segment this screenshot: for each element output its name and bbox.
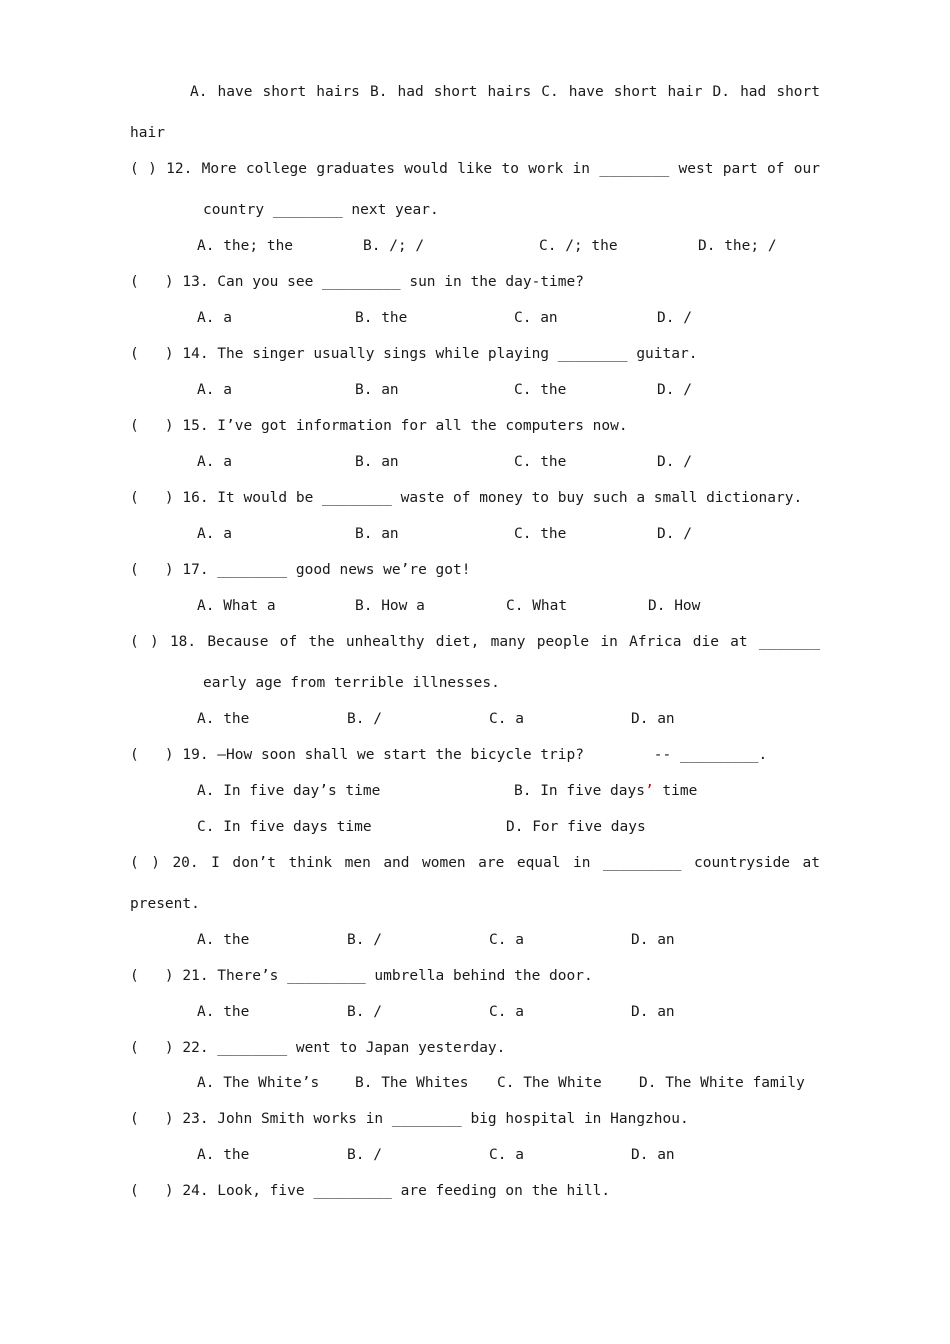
q12-options — [197, 236, 820, 256]
q23-options — [197, 1145, 820, 1165]
q20-option-c[interactable]: C. a — [489, 932, 524, 948]
q17-option-b[interactable]: B. How a — [355, 598, 425, 614]
q22-stem: ( ) 22. ________ went to Japan yesterday. — [130, 1040, 506, 1056]
q21-option-a[interactable]: A. the — [197, 1004, 250, 1020]
q17-options — [197, 596, 820, 616]
q19-option-d[interactable]: D. For five days — [506, 819, 646, 835]
q12-option-c[interactable]: C. /; the — [539, 238, 618, 254]
q16-option-d[interactable]: D. / — [657, 526, 692, 542]
q16-options — [197, 524, 820, 544]
q16-option-a[interactable]: A. a — [197, 526, 232, 542]
q19-stem: ( ) 19. –How soon shall we start the bicycle trip? -- _________. — [130, 747, 768, 763]
q15-options — [197, 452, 820, 472]
q16-option-b[interactable]: B. an — [355, 526, 399, 542]
q18-stem-line2: early age from terrible illnesses. — [203, 675, 500, 691]
q18-option-c[interactable]: C. a — [489, 711, 524, 727]
q17-option-a[interactable]: A. What a — [197, 598, 276, 614]
q13-option-d[interactable]: D. / — [657, 310, 692, 326]
q13-option-c[interactable]: C. an — [514, 310, 558, 326]
q14-option-b[interactable]: B. an — [355, 382, 399, 398]
q12-option-a[interactable]: A. the; the — [197, 238, 294, 254]
q19-option-b-suffix: time — [653, 783, 698, 799]
q19-option-b[interactable] — [514, 781, 697, 801]
q19-option-b-apostrophe: ’ — [644, 783, 654, 799]
q14-options — [197, 380, 820, 400]
q23-stem: ( ) 23. John Smith works in ________ big hospital in Hangzhou. — [130, 1111, 689, 1127]
q15-stem: ( ) 15. I’ve got information for all the computers now. — [130, 418, 628, 434]
q22-option-d[interactable]: D. The White family — [639, 1075, 805, 1091]
q12-stem-line1: ( ) 12. More college graduates would like to work in ________ west part of our — [130, 161, 820, 177]
q24-stem: ( ) 24. Look, five _________ are feeding on the hill. — [130, 1183, 611, 1199]
q20-stem-line2: present. — [130, 896, 200, 912]
q11-options-line: A. have short hairs B. had short hairs C. have short hair D. had short — [190, 84, 820, 100]
q23-option-d[interactable]: D. an — [631, 1147, 675, 1163]
q21-option-c[interactable]: C. a — [489, 1004, 524, 1020]
q19-options-row2 — [197, 817, 820, 837]
q18-option-d[interactable]: D. an — [631, 711, 675, 727]
q11-continuation: hair — [130, 125, 165, 141]
q18-option-a[interactable]: A. the — [197, 711, 250, 727]
q22-option-a[interactable]: A. The White’s — [197, 1075, 320, 1091]
q16-option-c[interactable]: C. the — [514, 526, 567, 542]
q20-option-b[interactable]: B. / — [347, 932, 382, 948]
q17-option-c[interactable]: C. What — [506, 598, 568, 614]
q12-option-b[interactable]: B. /; / — [363, 238, 425, 254]
q18-options — [197, 709, 820, 729]
q14-option-d[interactable]: D. / — [657, 382, 692, 398]
q20-stem-line1: ( ) 20. I don’t think men and women are equal in _________ countryside at — [130, 855, 820, 871]
q13-stem: ( ) 13. Can you see _________ sun in the day-time? — [130, 274, 584, 290]
q19-options-row1 — [197, 781, 820, 801]
q15-option-b[interactable]: B. an — [355, 454, 399, 470]
q17-stem: ( ) 17. ________ good news we’re got! — [130, 562, 471, 578]
q13-options — [197, 308, 820, 328]
q20-options — [197, 930, 820, 950]
q22-option-b[interactable]: B. The Whites — [355, 1075, 469, 1091]
q22-option-c[interactable]: C. The White — [497, 1075, 602, 1091]
q18-stem-line1: ( ) 18. Because of the unhealthy diet, many people in Africa die at _______ — [130, 634, 820, 650]
q15-option-d[interactable]: D. / — [657, 454, 692, 470]
q13-option-a[interactable]: A. a — [197, 310, 232, 326]
q19-option-b-text: B. In five days — [514, 783, 645, 799]
q15-option-c[interactable]: C. the — [514, 454, 567, 470]
q20-option-d[interactable]: D. an — [631, 932, 675, 948]
q21-option-b[interactable]: B. / — [347, 1004, 382, 1020]
q19-option-c[interactable]: C. In five days time — [197, 819, 372, 835]
q15-option-a[interactable]: A. a — [197, 454, 232, 470]
q12-stem-line2: country ________ next year. — [203, 202, 439, 218]
q21-option-d[interactable]: D. an — [631, 1004, 675, 1020]
q23-option-c[interactable]: C. a — [489, 1147, 524, 1163]
q20-option-a[interactable]: A. the — [197, 932, 250, 948]
q21-stem: ( ) 21. There’s _________ umbrella behind the door. — [130, 968, 593, 984]
q12-option-d[interactable]: D. the; / — [698, 238, 777, 254]
q14-option-c[interactable]: C. the — [514, 382, 567, 398]
q16-stem: ( ) 16. It would be ________ waste of money to buy such a small dictionary. — [130, 490, 803, 506]
q21-options — [197, 1002, 820, 1022]
q13-option-b[interactable]: B. the — [355, 310, 408, 326]
q23-option-a[interactable]: A. the — [197, 1147, 250, 1163]
q22-options — [197, 1073, 820, 1093]
q19-option-a[interactable]: A. In five day’s time — [197, 783, 381, 799]
q23-option-b[interactable]: B. / — [347, 1147, 382, 1163]
q18-option-b[interactable]: B. / — [347, 711, 382, 727]
q14-stem: ( ) 14. The singer usually sings while playing ________ guitar. — [130, 346, 698, 362]
q17-option-d[interactable]: D. How — [648, 598, 701, 614]
q14-option-a[interactable]: A. a — [197, 382, 232, 398]
